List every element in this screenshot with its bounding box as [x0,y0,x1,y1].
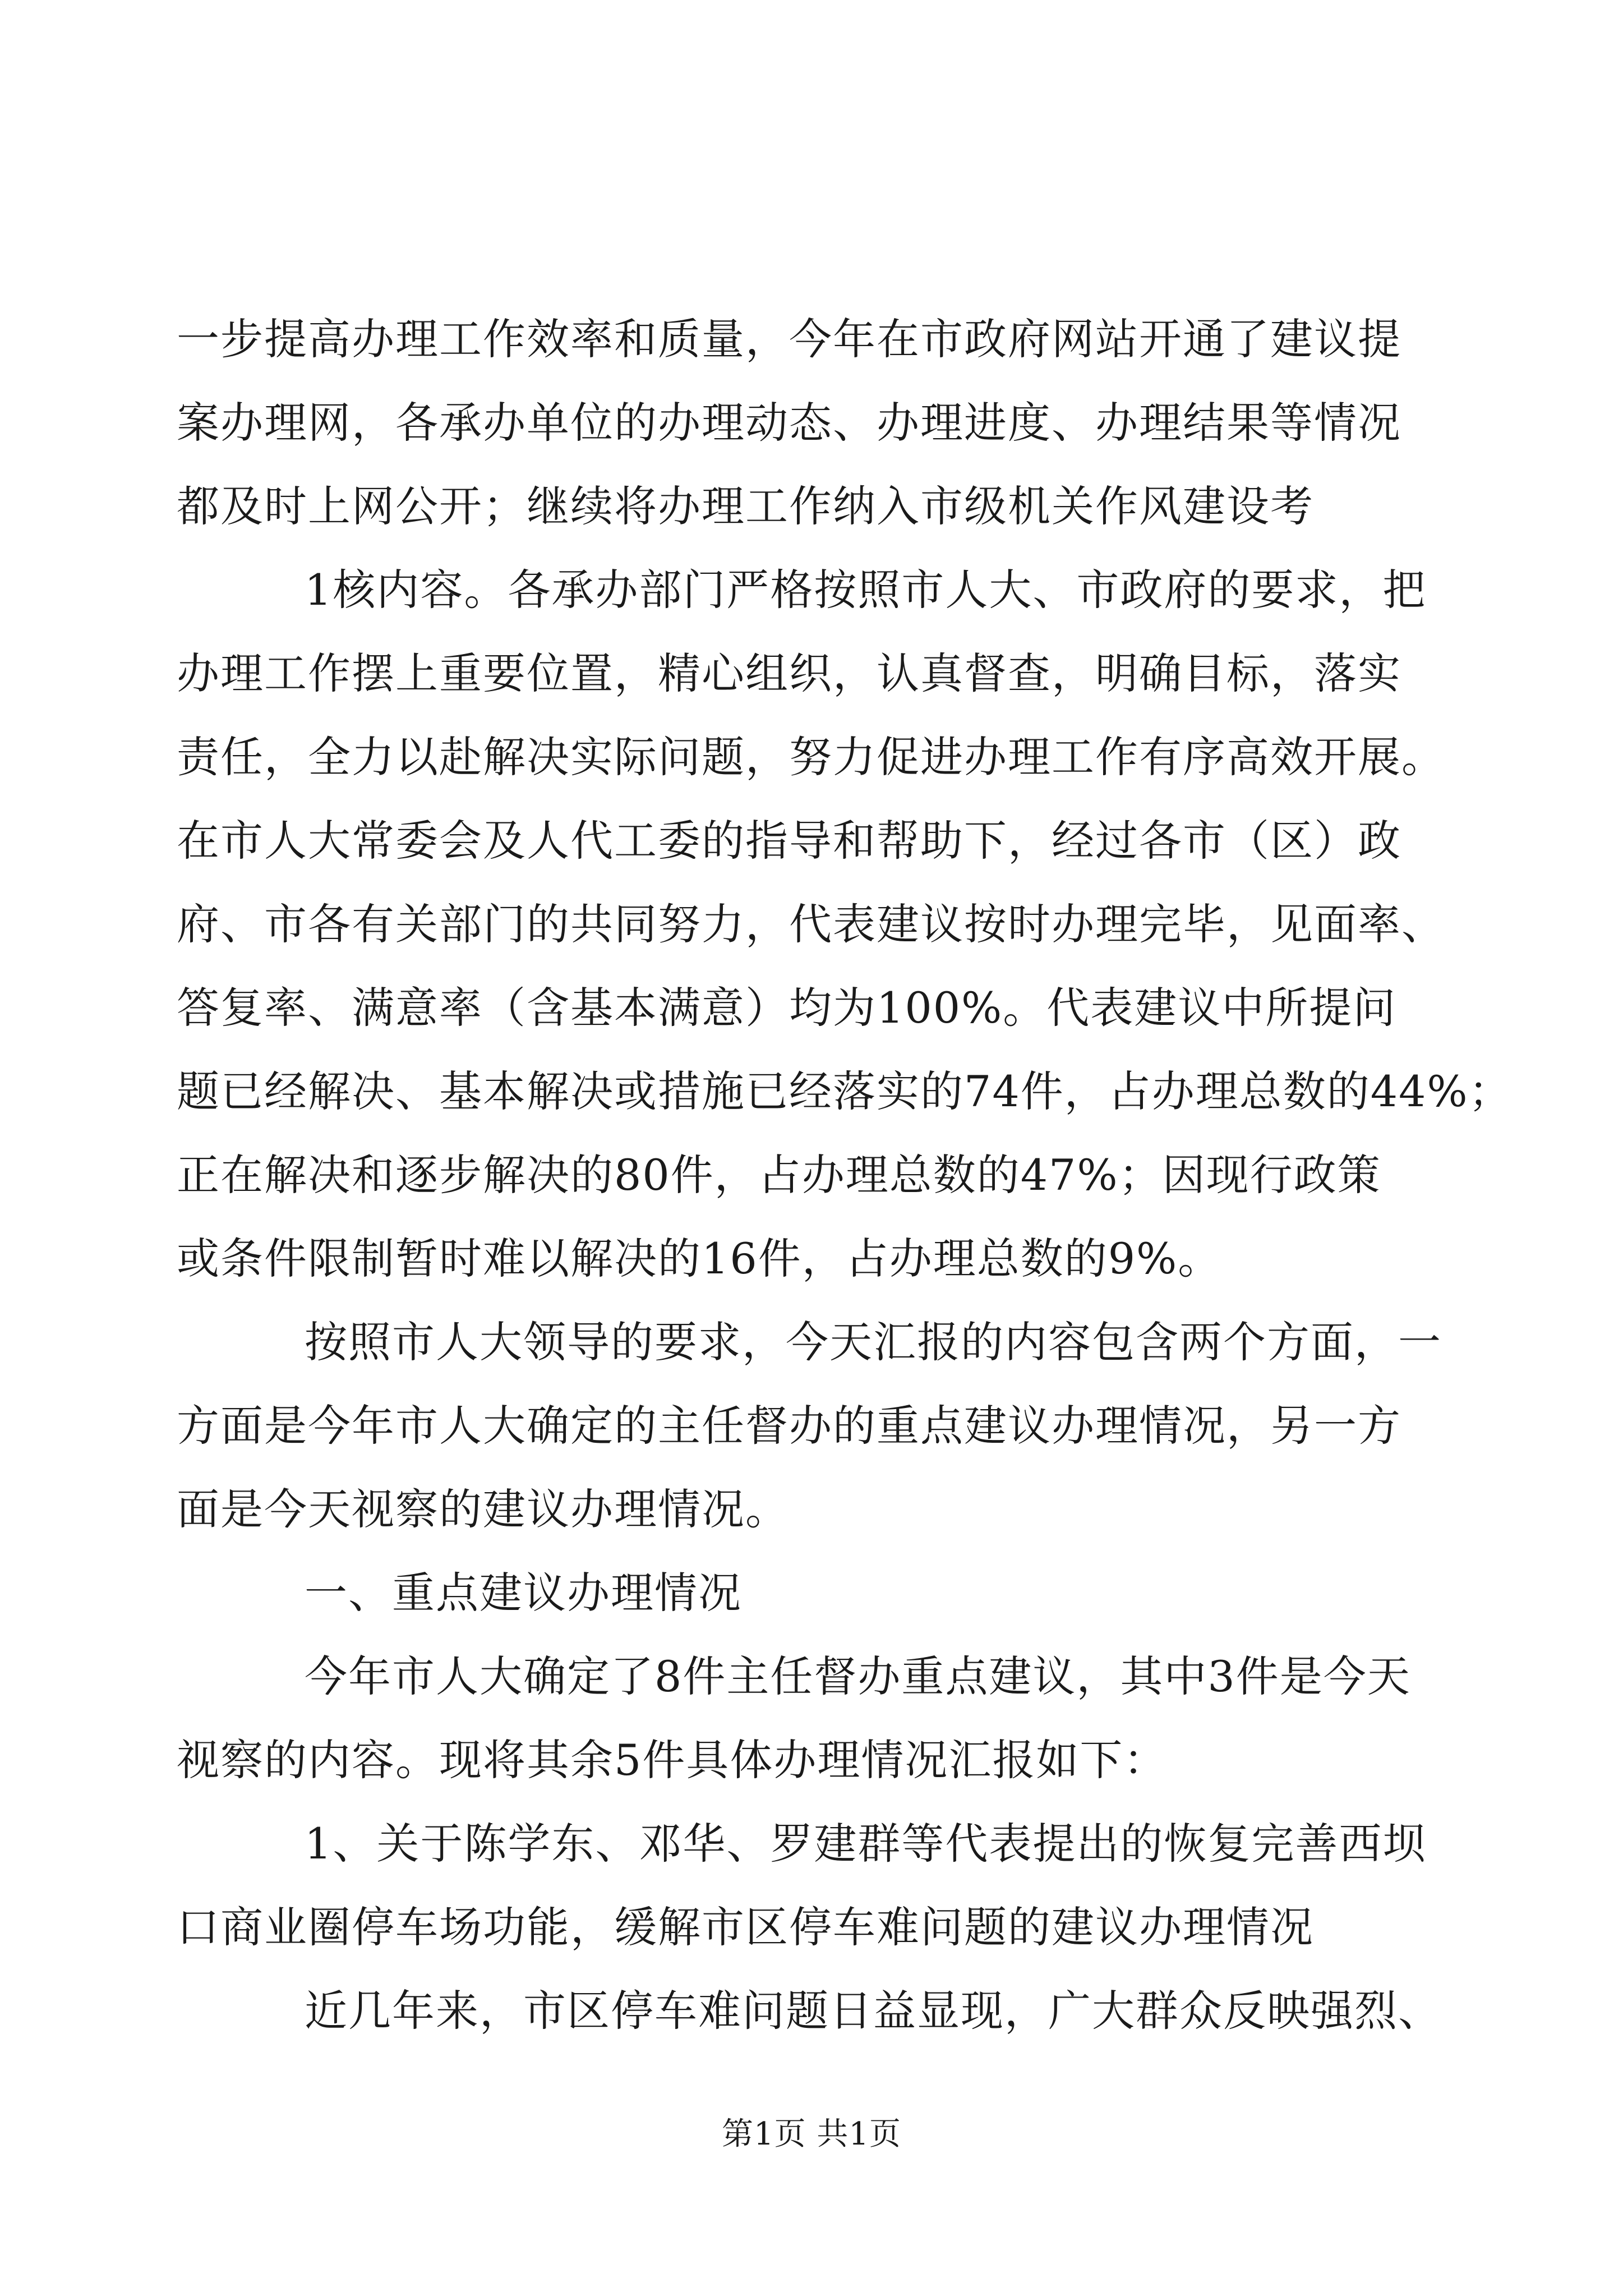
text-line-7: 在市人大常委会及人代工委的指导和帮助下，经过各市（区）政 [177,816,1401,866]
text-line-21: 近几年来，市区停车难问题日益显现，广大群众反映强烈、 [305,1986,1442,2036]
text-line-3: 都及时上网公开；继续将办理工作纳入市级机关作风建设考 [177,481,1314,531]
text-line-12: 或条件限制暂时难以解决的16件，占办理总数的9%。 [177,1234,1222,1283]
text-line-17: 今年市人大确定了8件主任督办重点建议，其中3件是今天 [305,1651,1411,1701]
text-line-8: 府、市各有关部门的共同努力，代表建议按时办理完毕，见面率、 [177,899,1445,949]
text-line-20: 口商业圈停车场功能，缓解市区停车难问题的建议办理情况 [177,1902,1314,1952]
text-line-10: 题已经解决、基本解决或措施已经落实的74件，占办理总数的44%； [177,1066,1513,1116]
text-line-4: 1核内容。各承办部门严格按照市人大、市政府的要求，把 [305,565,1427,615]
text-line-18: 视察的内容。现将其余5件具体办理情况汇报如下： [177,1735,1168,1785]
text-line-9: 答复率、满意率（含基本满意）均为100%。代表建议中所提问 [177,983,1397,1033]
text-line-6: 责任，全力以赴解决实际问题，努力促进办理工作有序高效开展。 [177,732,1445,782]
text-line-13: 按照市人大领导的要求，今天汇报的内容包含两个方面，一 [305,1317,1442,1367]
text-line-2: 案办理网，各承办单位的办理动态、办理进度、办理结果等情况 [177,398,1401,448]
text-line-1: 一步提高办理工作效率和质量，今年在市政府网站开通了建议提 [177,314,1401,364]
section-heading: 一、重点建议办理情况 [305,1568,742,1618]
text-line-19: 1、关于陈学东、邓华、罗建群等代表提出的恢复完善西坝 [305,1819,1427,1869]
text-line-15: 面是今天视察的建议办理情况。 [177,1484,789,1534]
text-line-14: 方面是今年市人大确定的主任督办的重点建议办理情况，另一方 [177,1401,1401,1451]
page-footer: 第1页 共1页 [721,2116,902,2152]
text-line-11: 正在解决和逐步解决的80件，占办理总数的47%；因现行政策 [177,1150,1381,1200]
text-line-5: 办理工作摆上重要位置，精心组织，认真督查，明确目标，落实 [177,648,1401,698]
